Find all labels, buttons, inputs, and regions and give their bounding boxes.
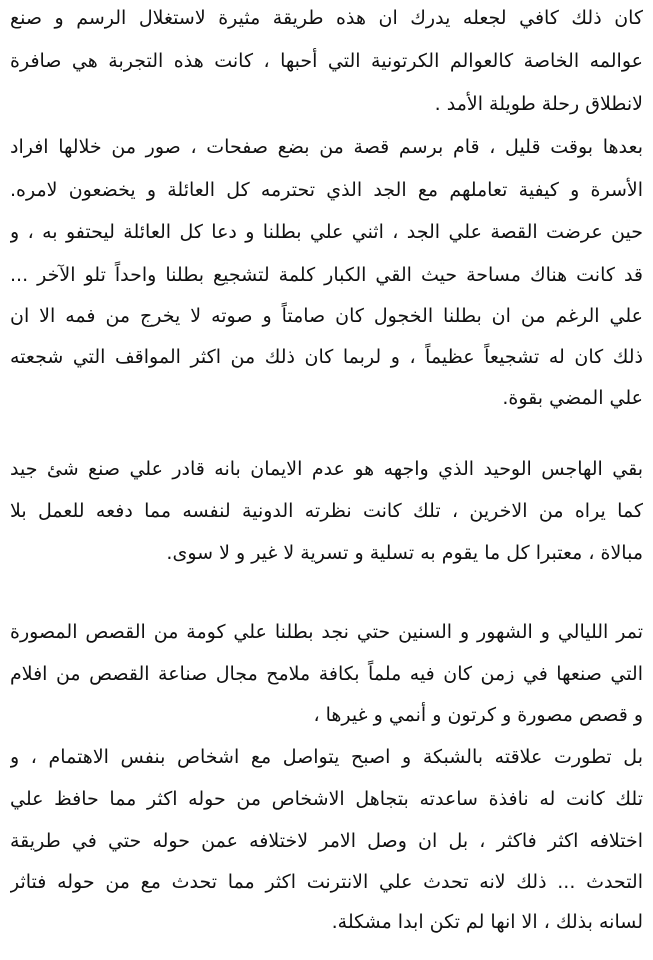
text-line: و قصص مصورة و كرتون و أنمي و غيرها ، (313, 704, 643, 726)
text-line: بل تطورت علاقته بالشبكة و اصبح يتواصل مع اشخاص بنفس الاهتمام ، و (10, 746, 643, 768)
text-line: كان ذلك كافي لجعله يدرك ان هذه طريقة مثيرة لاستغلال الرسم و صنع (10, 7, 643, 29)
text-line: عوالمه الخاصة كالعوالم الكرتونية التي أحبها ، كانت هذه التجربة هي صافرة (10, 50, 643, 72)
text-line: بقي الهاجس الوحيد الذي واجهه هو عدم الايمان بانه قادر علي صنع شئ جيد (10, 458, 643, 480)
text-line: الأسرة و كيفية تعاملهم مع الجد الذي تحترمه كل العائلة و يخضعون لامره. (10, 179, 643, 201)
text-line: تلك كانت له نافذة ساعدته بتجاهل الاشخاص من حوله اكثر مما حافظ علي (10, 788, 643, 810)
text-line: علي الرغم من ان بطلنا الخجول كان صامتاً و صوته لا يخرج من فمه الا ان (10, 305, 643, 327)
text-line: بعدها بوقت قليل ، قام برسم قصة من بضع صفحات ، صور من خلالها افراد (10, 136, 643, 158)
text-line: لسانه بذلك ، الا انها لم تكن ابدا مشكلة. (331, 911, 643, 933)
text-line: مبالاة ، معتبرا كل ما يقوم به تسلية و تسرية لا غير و لا سوى. (166, 542, 643, 564)
document-page (10, 0, 643, 960)
text-line: التي صنعها في زمن كان فيه ملماً بكافة ملامح مجال صناعة القصص من افلام (10, 663, 643, 685)
text-line: اختلافه اكثر فاكثر ، بل ان وصل الامر لاختلافه عمن حوله حتي في طريقة (10, 830, 643, 852)
text-line: ذلك كان له تشجيعاً عظيماً ، و لربما كان ذلك من اكثر المواقف التي شجعته (10, 346, 643, 368)
text-line: قد كانت هناك مساحة حيث القي الكبار كلمة لتشجيع بطلنا واحداً تلو الآخر ... (10, 264, 643, 286)
text-line: لانطلاق رحلة طويلة الأمد . (434, 93, 643, 115)
text-line: علي المضي بقوة. (502, 387, 643, 409)
text-line: التحدث ... ذلك لانه تحدث علي الانترنت اكثر مما تحدث مع من حوله فتاثر (10, 871, 643, 893)
text-line: كما يراه من الاخرين ، تلك كانت نظرته الدونية لنفسه مما دفعه للعمل بلا (10, 500, 643, 522)
text-line: تمر الليالي و الشهور و السنين حتي نجد بطلنا علي كومة من القصص المصورة (10, 621, 643, 643)
text-line: حين عرضت القصة علي الجد ، اثني علي بطلنا و دعا كل العائلة ليحتفو به ، و (10, 221, 643, 243)
